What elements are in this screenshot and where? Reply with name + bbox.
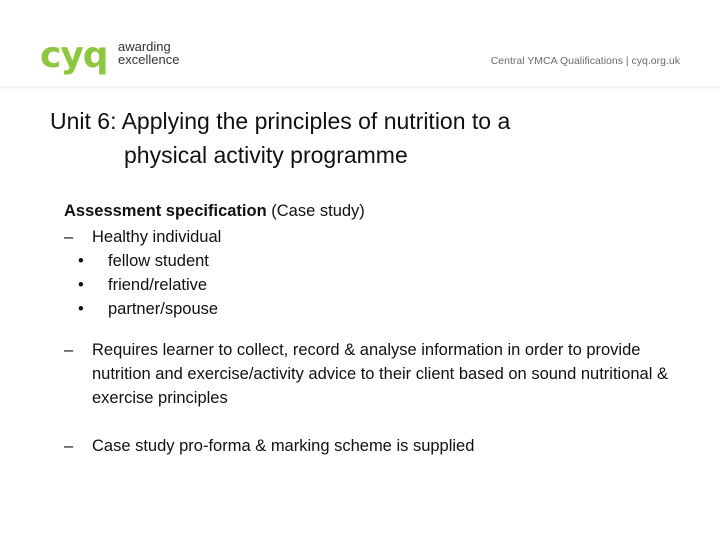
bullet-marker: •	[78, 300, 84, 318]
healthy-text: Healthy individual	[92, 228, 222, 246]
assessment-spec-label: Assessment specification	[64, 202, 267, 220]
requires-text: Requires learner to collect, record & analyse information in order to provide nutrition and exercise/activity advice to their client based on sound nutritional & exercise principles	[92, 341, 668, 407]
header-divider	[0, 86, 720, 89]
logo-tagline-line2: excellence	[118, 52, 180, 67]
slide-content	[64, 198, 684, 458]
list-item	[64, 249, 684, 273]
list-item-case	[64, 434, 684, 458]
list-item	[64, 273, 684, 297]
list-item	[64, 297, 684, 321]
cyq-logo: cyq	[40, 35, 108, 76]
list-item-healthy	[64, 225, 684, 249]
assessment-spec	[64, 198, 684, 225]
case-text: Case study pro-forma & marking scheme is supplied	[92, 437, 475, 455]
bullet-marker: •	[78, 276, 84, 294]
bullet-marker: •	[78, 252, 84, 270]
bullet-text: friend/relative	[108, 276, 208, 294]
bullet-text: fellow student	[108, 252, 209, 270]
bullet-text: partner/spouse	[108, 300, 219, 318]
bullet-list	[64, 249, 684, 321]
dash-marker: –	[64, 437, 74, 455]
logo-tagline	[118, 40, 179, 66]
header-bar	[0, 0, 720, 88]
page-title	[50, 104, 670, 172]
dash-marker: –	[64, 341, 74, 359]
title-line2: physical activity programme	[124, 142, 408, 168]
logo-tagline-line1: awarding	[118, 39, 171, 54]
assessment-spec-paren: (Case study)	[271, 202, 365, 220]
list-item-requires	[64, 338, 684, 410]
org-text: Central YMCA Qualifications | cyq.org.uk	[490, 55, 680, 67]
title-line1: Unit 6: Applying the principles of nutrition to a	[50, 108, 511, 134]
dash-marker: –	[64, 228, 74, 246]
